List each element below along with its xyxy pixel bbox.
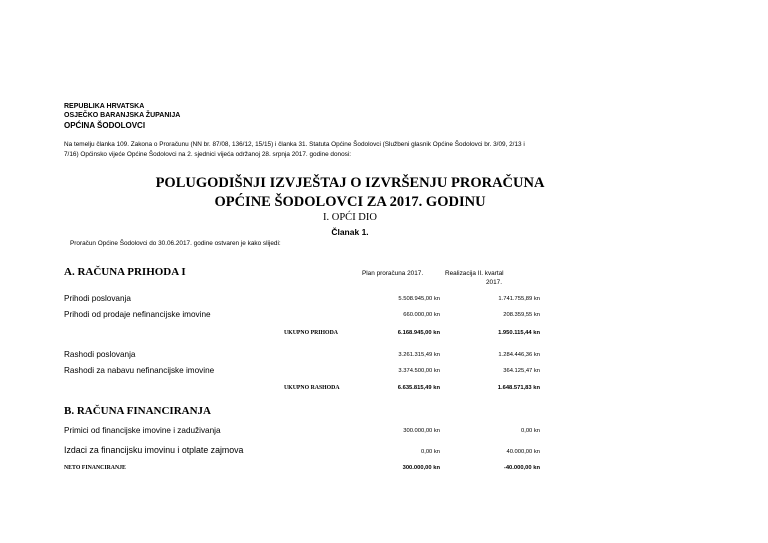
- row-label: Prihodi od prodaje nefinancijske imovine: [64, 310, 211, 319]
- row-realization-value: 0,00 kn: [520, 428, 540, 434]
- row-label: Izdaci za financijsku imovinu i otplate zajmova: [64, 445, 244, 455]
- total-realization-value: -40.000,00 kn: [503, 465, 540, 471]
- column-header-realization: Realizacija II. kvartal: [445, 270, 504, 277]
- row-plan-value: 300.000,00 kn: [403, 428, 440, 434]
- row-label: Primici od financijske imovine i zaduživanja: [64, 426, 221, 435]
- total-realization-value: 1.950.115,44 kn: [498, 330, 540, 336]
- total-plan-value: 6.168.945,00 kn: [397, 330, 440, 336]
- header-municipality: OPĆINA ŠODOLOVCI: [64, 121, 146, 130]
- column-header-plan: Plan proračuna 2017.: [362, 270, 424, 277]
- section-heading: I. OPĆI DIO: [323, 212, 377, 223]
- lead-sentence: Proračun Općine Šodolovci do 30.06.2017. godine ostvaren je kako slijedi:: [70, 240, 281, 247]
- row-plan-value: 660.000,00 kn: [403, 312, 440, 318]
- row-realization-value: 40.000,00 kn: [506, 449, 540, 455]
- total-plan-value: 300.000,00 kn: [402, 465, 440, 471]
- total-plan-value: 6.635.815,49 kn: [397, 385, 440, 391]
- column-header-realization-year: 2017.: [486, 279, 502, 286]
- row-realization-value: 208.359,55 kn: [503, 312, 540, 318]
- row-label: Rashodi poslovanja: [64, 350, 136, 359]
- article-heading: Članak 1.: [331, 227, 369, 237]
- intro-paragraph: Na temelju članka 109. Zakona o Proračunu (NN br. 87/08, 136/12, 15/15) i članka 31. Statuta Općine Šodolovci (Službeni glasnik Općine Šodolovci br. 3/09, 2/13 i 7/16) Općinsko vijeće Općine Šodolovci na 2. sjednici vijeća održanoj 28. srpnja 2017. godine donosi:: [64, 141, 525, 158]
- header-county: OSJEČKO BARANJSKA ŽUPANIJA: [64, 112, 181, 119]
- row-label: Prihodi poslovanja: [64, 294, 131, 303]
- header-republic: REPUBLIKA HRVATSKA: [64, 103, 145, 110]
- row-plan-value: 3.374.500,00 kn: [398, 368, 440, 374]
- row-realization-value: 1.741.755,89 kn: [498, 296, 540, 302]
- row-realization-value: 364.125,47 kn: [503, 368, 540, 374]
- document-title-line2: OPĆINE ŠODOLOVCI ZA 2017. GODINU: [214, 194, 486, 210]
- total-label: UKUPNO PRIHODA: [284, 330, 338, 336]
- row-plan-value: 3.261.315,49 kn: [398, 352, 440, 358]
- row-plan-value: 5.508.945,00 kn: [398, 296, 440, 302]
- total-label: UKUPNO RASHODA: [284, 385, 340, 391]
- total-label: NETO FINANCIRANJE: [64, 465, 126, 471]
- document-title-line1: POLUGODIŠNJI IZVJEŠTAJ O IZVRŠENJU PRORAČUNA: [155, 175, 545, 191]
- total-realization-value: 1.648.571,83 kn: [497, 385, 540, 391]
- section-a-title: A. RAČUNA PRIHODA I: [64, 266, 186, 278]
- row-realization-value: 1.284.446,36 kn: [498, 352, 540, 358]
- section-b-title: B. RAČUNA FINANCIRANJA: [64, 405, 211, 417]
- row-label: Rashodi za nabavu nefinancijske imovine: [64, 366, 215, 375]
- row-plan-value: 0,00 kn: [420, 449, 440, 455]
